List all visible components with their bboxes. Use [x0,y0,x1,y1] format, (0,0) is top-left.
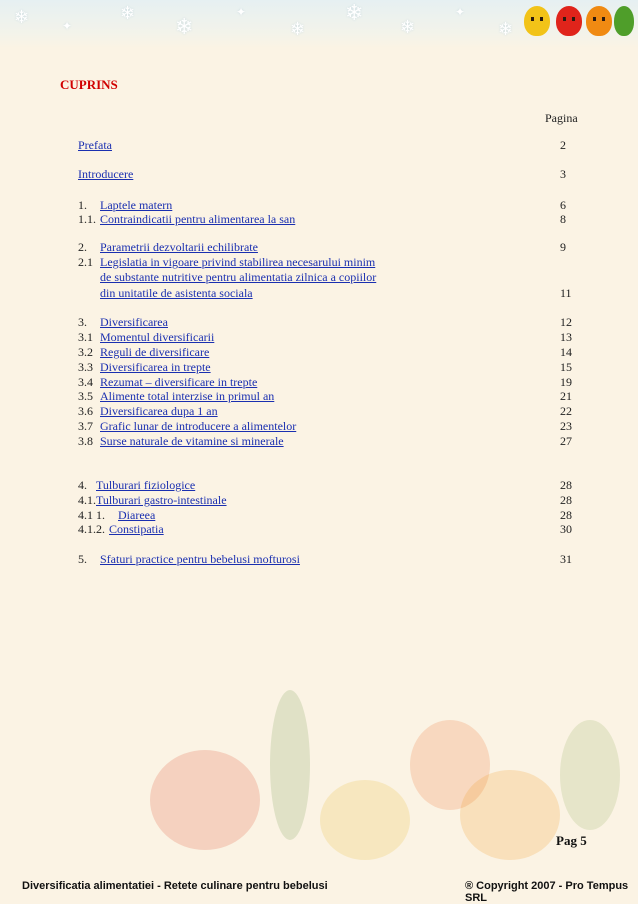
footer-copyright: ® Copyright 2007 - Pro Tempus SRL [465,880,629,904]
toc-entry-link[interactable]: Diversificarea dupa 1 an [100,404,218,418]
toc-entry-number: 2.1 [78,255,93,269]
toc-entry-number: 3.5 [78,389,93,403]
cucumber-character-icon [614,6,634,36]
snowflake-icon: ✦ [62,19,73,33]
toc-entry[interactable] [78,404,578,418]
toc-entry-link[interactable]: din unitatile de asistenta sociala [100,286,253,300]
toc-entry-page: 27 [560,434,572,448]
toc-entry[interactable] [78,255,578,269]
toc-entry-page: 13 [560,330,572,344]
snowflake-icon: ❄ [290,19,306,39]
toc-entry-link[interactable]: Surse naturale de vitamine si minerale [100,434,284,448]
toc-entry[interactable] [78,508,578,522]
toc-entry[interactable] [78,270,578,284]
pumpkin-character-icon [586,6,612,36]
toc-entry-number: 4.1.2. [78,522,105,536]
toc-entry-number: 2. [78,240,87,254]
toc-entry-number: 4.1. [78,493,96,507]
toc-entry-page: 15 [560,360,572,374]
toc-entry-number: 5. [78,552,87,566]
toc-entry-link[interactable]: Rezumat – diversificare in trepte [100,375,258,389]
toc-entry[interactable] [78,330,578,344]
toc-entry-number: 3.4 [78,375,93,389]
toc-entry-page: 6 [560,198,566,212]
toc-entry-number: 4.1 1. [78,508,105,522]
toc-entry-page: 11 [560,286,572,300]
snowflake-icon: ✦ [455,5,466,19]
toc-entry-page: 19 [560,375,572,389]
toc-entry-number: 3.1 [78,330,93,344]
toc-entry[interactable] [78,478,578,492]
toc-entry[interactable] [78,212,578,226]
footer-book-title: Diversificatia alimentatiei - Retete culinare pentru bebelusi [22,880,328,892]
toc-entry-number: 1.1. [78,212,96,226]
toc-entry-number: 3.3 [78,360,93,374]
toc-entry[interactable] [78,493,578,507]
snowflake-icon: ❄ [14,7,30,27]
toc-entry-page: 21 [560,389,572,403]
header-decoration [0,0,638,48]
toc-entry[interactable] [78,375,578,389]
toc-entry[interactable] [78,167,578,181]
page-number: Pag 5 [556,833,587,848]
toc-entry-page: 12 [560,315,572,329]
snowflake-icon: ❄ [400,17,416,37]
toc-entry-number: 3.8 [78,434,93,448]
toc-entry-link[interactable]: Contraindicatii pentru alimentarea la san [100,212,296,226]
toc-entry-page: 8 [560,212,566,226]
toc-entry-number: 3.6 [78,404,93,418]
toc-entry-page: 2 [560,138,566,152]
toc-entry-link[interactable]: Diareea [118,508,156,522]
toc-entry-link[interactable]: Alimente total interzise in primul an [100,389,275,403]
toc-entry[interactable] [78,552,578,566]
toc-entry-page: 30 [560,522,572,536]
squash-character-icon [524,6,550,36]
toc-entry-page: 9 [560,240,566,254]
toc-entry-page: 28 [560,508,572,522]
page-column-header: Pagina [545,111,578,125]
toc-entry-link[interactable]: Momentul diversificarii [100,330,215,344]
toc-entry-link[interactable]: Tulburari gastro-intestinale [96,493,227,507]
tomato-character-icon [556,6,582,36]
toc-entry-link[interactable]: Legislatia in vigoare privind stabilirea necesarului minim [100,255,376,269]
toc-entry[interactable] [78,522,578,536]
toc-entry-page: 22 [560,404,572,418]
background-vegetables-illustration [0,680,638,860]
toc-entry[interactable] [78,138,578,152]
toc-entry[interactable] [78,286,578,300]
toc-title: CUPRINS [60,77,118,92]
toc-entry-link[interactable]: Prefata [78,138,112,152]
toc-entry[interactable] [78,198,578,212]
snowflake-icon: ❄ [120,3,136,23]
toc-entry-link[interactable]: Introducere [78,167,134,181]
toc-entry[interactable] [78,434,578,448]
toc-entry-link[interactable]: Parametrii dezvoltarii echilibrate [100,240,258,254]
toc-entry-link[interactable]: Sfaturi practice pentru bebelusi mofturosi [100,552,300,566]
snowflake-icon: ❄ [498,19,514,39]
toc-entry[interactable] [78,315,578,329]
toc-entry-link[interactable]: Reguli de diversificare [100,345,210,359]
toc-entry-number: 4. [78,478,87,492]
snowflake-icon: ✦ [236,5,247,19]
toc-entry-link[interactable]: Tulburari fiziologice [96,478,196,492]
toc-entry-number: 3.7 [78,419,93,433]
toc-entry-page: 28 [560,478,572,492]
toc-entry-link[interactable]: de substante nutritive pentru alimentatia zilnica a copiilor [100,270,377,284]
snowflake-icon: ❄ [175,14,194,39]
toc-entry-number: 1. [78,198,87,212]
toc-entry-link[interactable]: Grafic lunar de introducere a alimentelor [100,419,297,433]
toc-entry-number: 3. [78,315,87,329]
footer [0,876,638,902]
toc-entry-number: 3.2 [78,345,93,359]
toc-entry-page: 3 [560,167,566,181]
toc-entry[interactable] [78,360,578,374]
toc-entry-link[interactable]: Diversificarea [100,315,168,329]
toc-entry-page: 14 [560,345,572,359]
toc-entry[interactable] [78,345,578,359]
toc-entry[interactable] [78,419,578,433]
toc-entry-page: 28 [560,493,572,507]
toc-entry-page: 31 [560,552,572,566]
snowflake-icon: ❄ [345,0,364,25]
toc-entry-link[interactable]: Constipatia [109,522,164,536]
toc-entry[interactable] [78,389,578,403]
toc-entry[interactable] [78,240,578,254]
toc-entry-link[interactable]: Diversificarea in trepte [100,360,211,374]
toc-entry-link[interactable]: Laptele matern [100,198,173,212]
toc-entry-page: 23 [560,419,572,433]
